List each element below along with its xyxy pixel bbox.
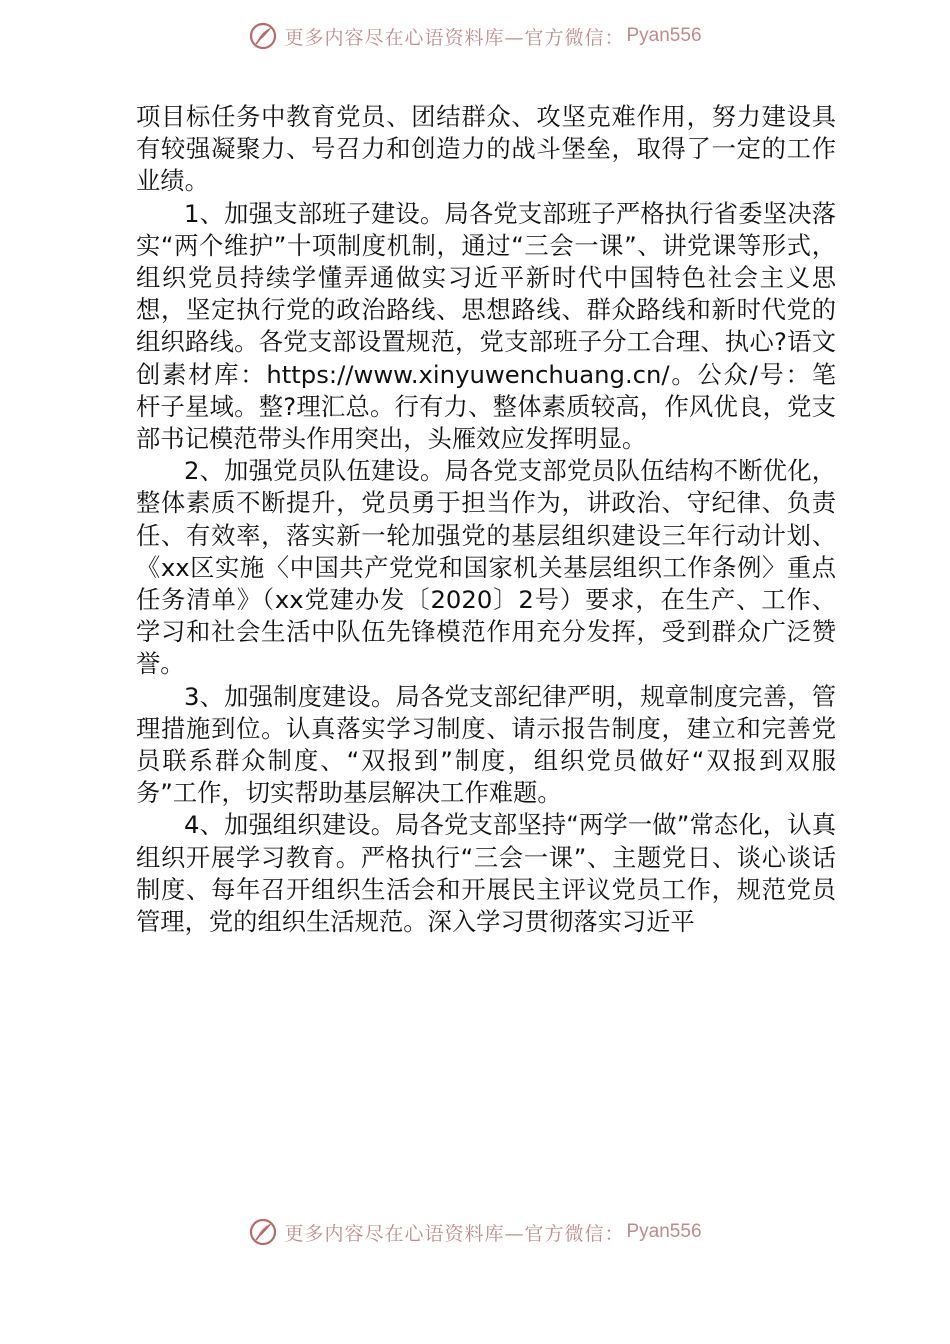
watermark-wechat-id: Pyan556 xyxy=(626,1221,702,1242)
watermark-wechat-id: Pyan556 xyxy=(626,25,702,46)
document-body xyxy=(136,101,836,938)
paragraph-intro: 项目标任务中教育党员、团结群众、攻坚克难作用，努力建设具有较强凝聚力、号召力和创造力的战斗堡垒，取得了一定的工作业绩。 xyxy=(136,102,836,196)
paragraph-1: 1、加强支部班子建设。局各党支部班子严格执行省委坚决落实“两个维护”十项制度机制，通过“三会一课”、讲党课等形式，组织党员持续学懂弄通做实习近平新时代中国特色社会主义思想，坚定执行党的政治路线、思想路线、群众路线和新时代党的组织路线。各党支部设置规范，党支部班子分工合理、执心?语文创素材库：https://www.xinyuwenchuang.cn/。公众/号：笔杆子星域。整?理汇总。行有力、整体素质较高，作风优良，党支部书记模范带头作用突出，头雁效应发挥明显。 xyxy=(136,198,836,454)
quill-logo-icon xyxy=(248,1217,278,1247)
watermark-text: 更多内容尽在心语资料库—官方微信： xyxy=(284,1222,625,1245)
watermark-text: 更多内容尽在心语资料库—官方微信： xyxy=(284,26,625,49)
header-watermark xyxy=(0,16,950,56)
footer-watermark xyxy=(0,1212,950,1252)
paragraph-2: 2、加强党员队伍建设。局各党支部党员队伍结构不断优化，整体素质不断提升，党员勇于担当作为，讲政治、守纪律、负责任、有效率，落实新一轮加强党的基层组织建设三年行动计划、《xx区实施〈中国共产党党和国家机关基层组织工作条例〉重点任务清单》（xx党建办发〔2020〕2号）要求，在生产、工作、学习和社会生活中队伍先锋模范作用充分发挥，受到群众广泛赞誉。 xyxy=(136,456,836,679)
quill-logo-icon xyxy=(248,21,278,51)
paragraph-3: 3、加强制度建设。局各党支部纪律严明，规章制度完善，管理措施到位。认真落实学习制度、请示报告制度，建立和完善党员联系群众制度、“双报到”制度，组织党员做好“双报到双服务”工作，切实帮助基层解决工作难题。 xyxy=(136,681,836,808)
paragraph-4: 4、加强组织建设。局各党支部坚持“两学一做”常态化，认真组织开展学习教育。严格执行“三会一课”、主题党日、谈心谈话制度、每年召开组织生活会和开展民主评议党员工作，规范党员管理，党的组织生活规范。深入学习贯彻落实习近平 xyxy=(136,810,836,937)
